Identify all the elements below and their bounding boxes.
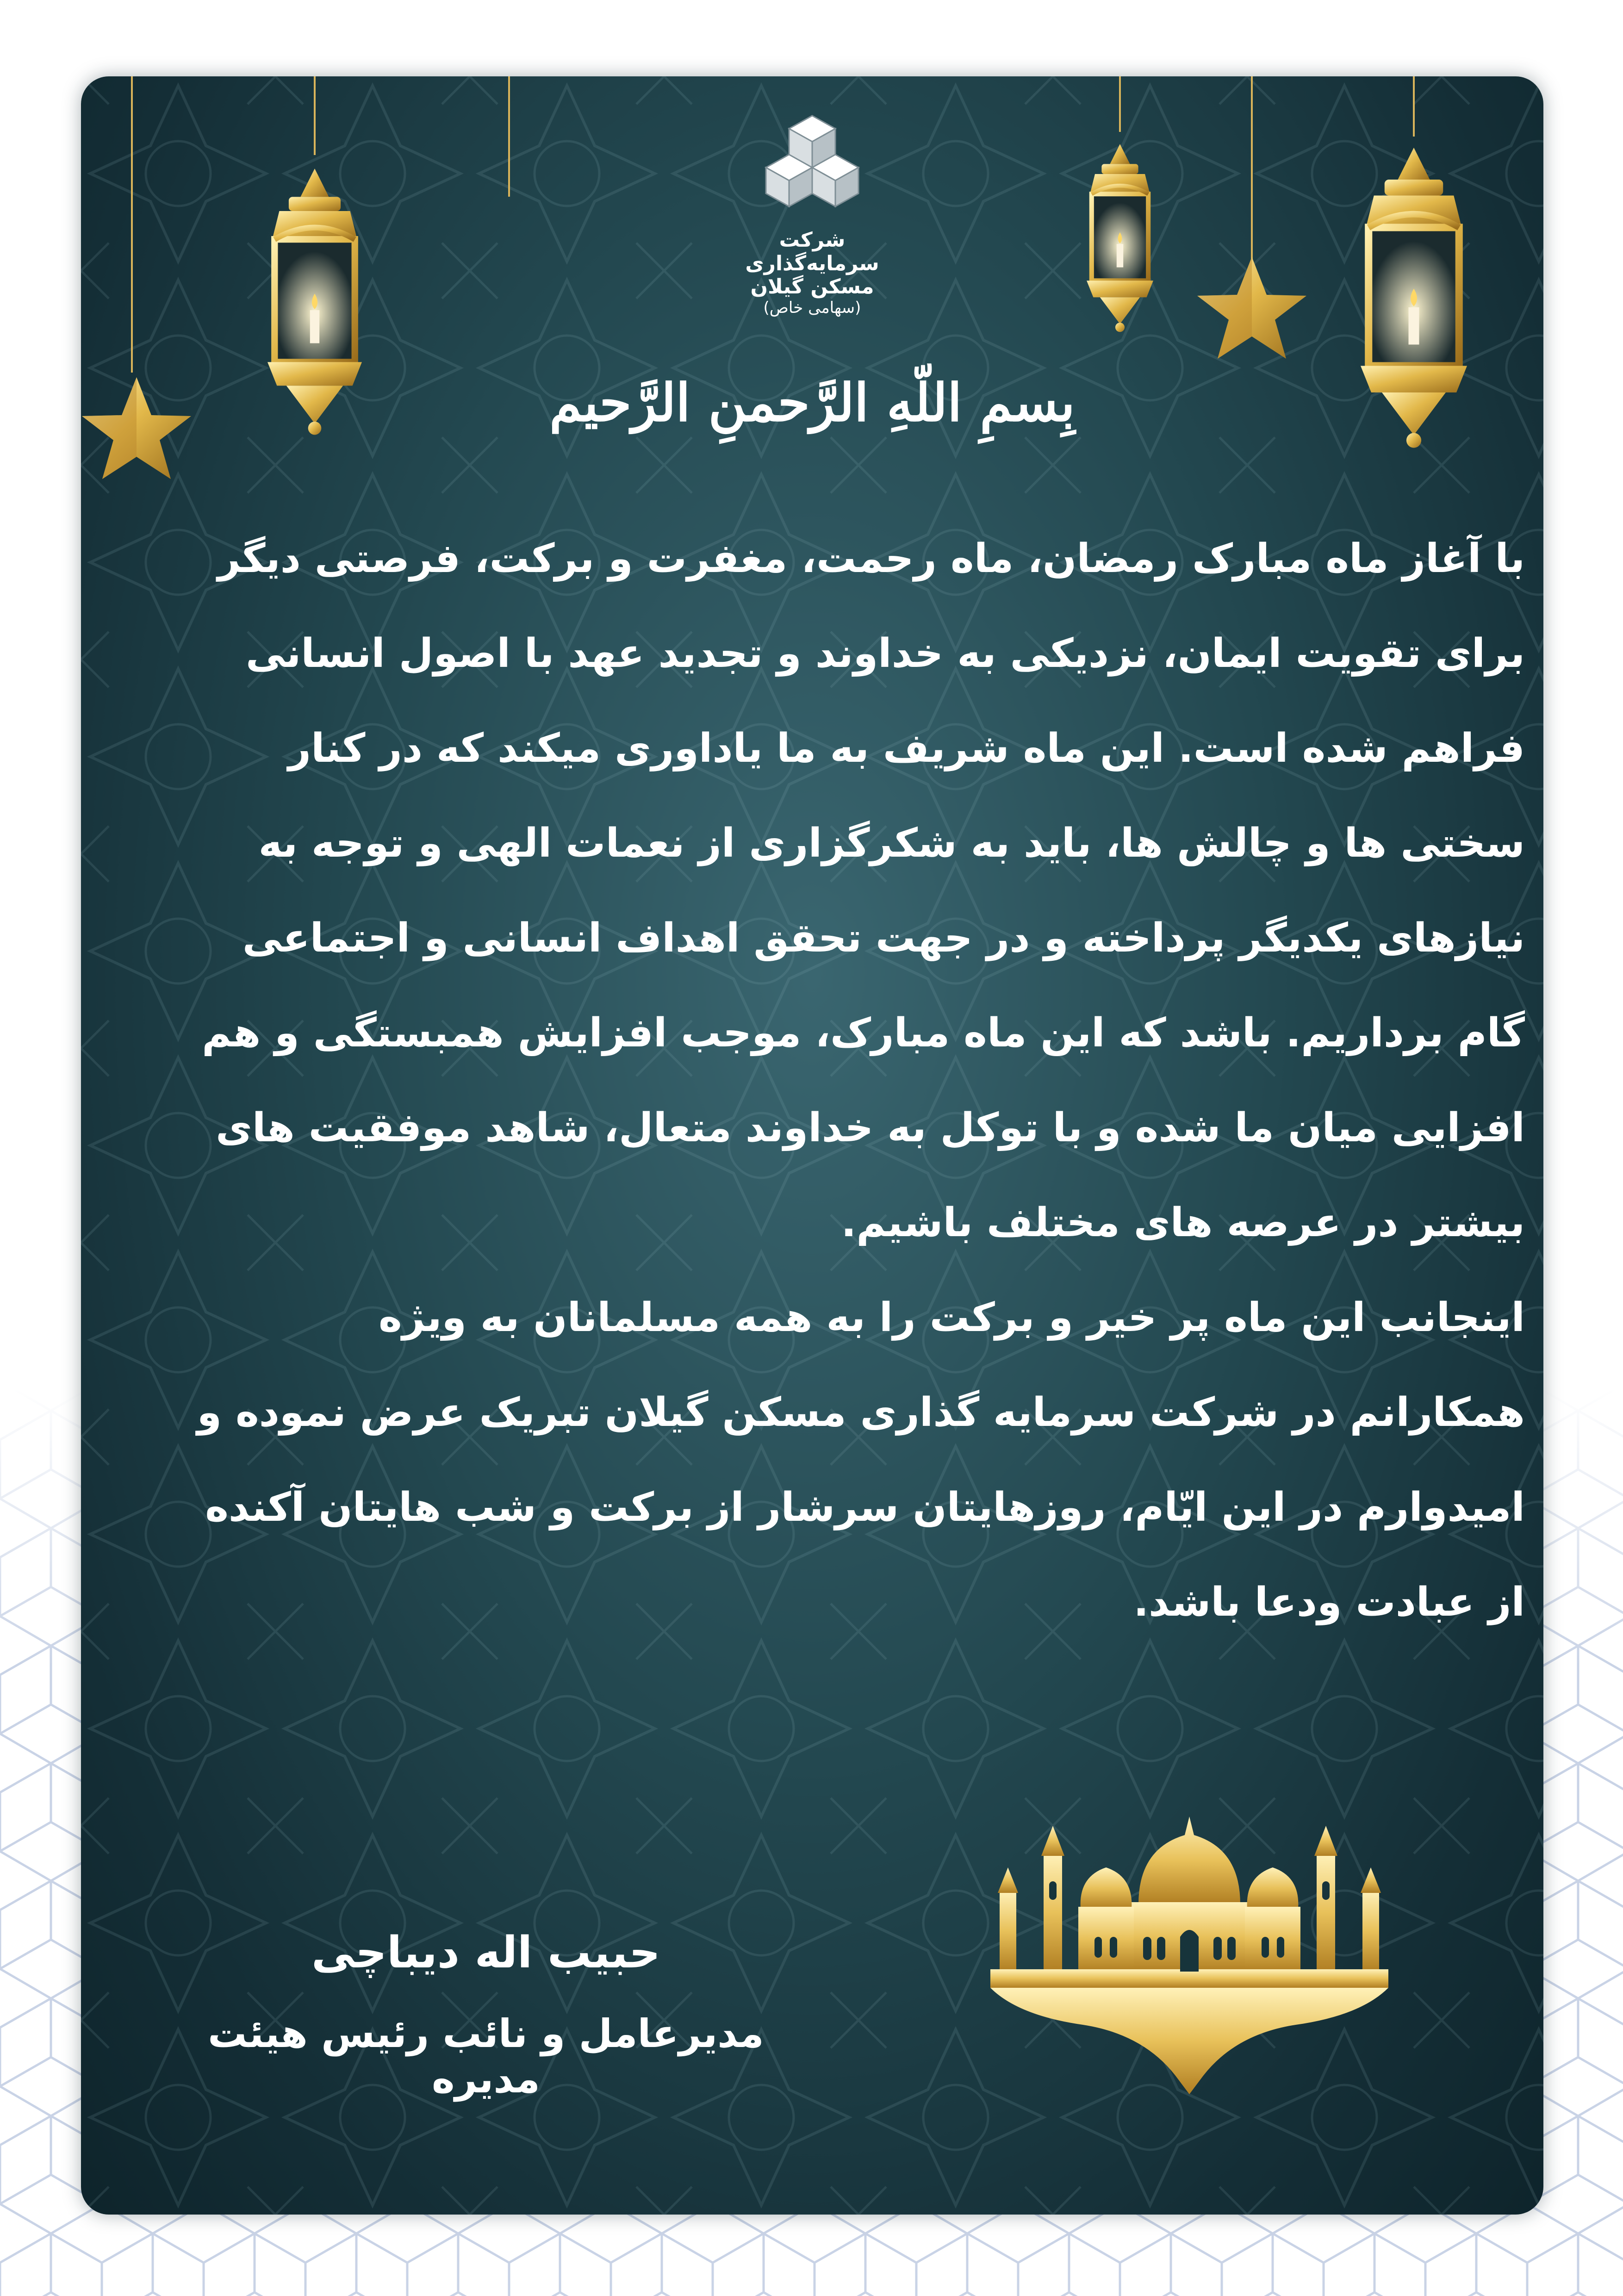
signature-title: مدیرعامل و نائب رئیس هیئت مدیره: [208, 2011, 764, 2102]
company-name-line2: مسکن گیلان: [750, 275, 874, 299]
company-logo-cubes-icon: [750, 111, 875, 227]
letter-paragraph-1: با آغاز ماه مبارک رمضان، ماه رحمت، مغفرت و برکت، فرصتی دیگر برای تقویت ایمان، نزدیکی به خداوند و تجدید عهد با اصول انسانی فراهم شده است. این ماه شریف به ما یاداوری میکند که در کنار سختی ها و چالش ها، باید به شکرگزاری از نعمات الهی و توجه به نیازهای یکدیگر پرداخته و در جهت تحقق اهداف انسانی و اجتماعی گام برداریم. باشد که این ماه مبارک، موجب افزایش همبستگی و هم افزایی میان ما شده و با توکل به خداوند متعال، شاهد موفقیت های بیشتر در عرصه های مختلف باشیم.: [202, 535, 1525, 1246]
letter-body: [197, 511, 1525, 1650]
lantern-icon: [1087, 144, 1153, 332]
company-name-line1: شرکت سرمایه‌گذاری: [745, 228, 879, 275]
mosque-silhouette-icon: [990, 1798, 1388, 2094]
company-logo: [743, 111, 882, 370]
company-type: (سهامی خاص): [763, 298, 861, 317]
signature-name: حبیب اله دیباچی: [311, 1928, 661, 1978]
letter-paragraph-2: اینجانب این ماه پر خیر و برکت را به همه مسلمانان به ویژه همکارانم در شرکت سرمایه گذاری مسکن گیلان تبریک عرض نموده و امیدوارم در این ایّام، روزهایتان سرشار از برکت و شب هایتان آکنده از عبادت ودعا باشد.: [197, 1294, 1525, 1625]
crescent-moon-icon: [465, 224, 571, 311]
star-icon: [1197, 257, 1306, 359]
bismillah-heading: بِسمِ اللّهِ الرَّحمنِ الرَّحیم: [549, 373, 1075, 433]
letter-card: [81, 76, 1543, 2215]
